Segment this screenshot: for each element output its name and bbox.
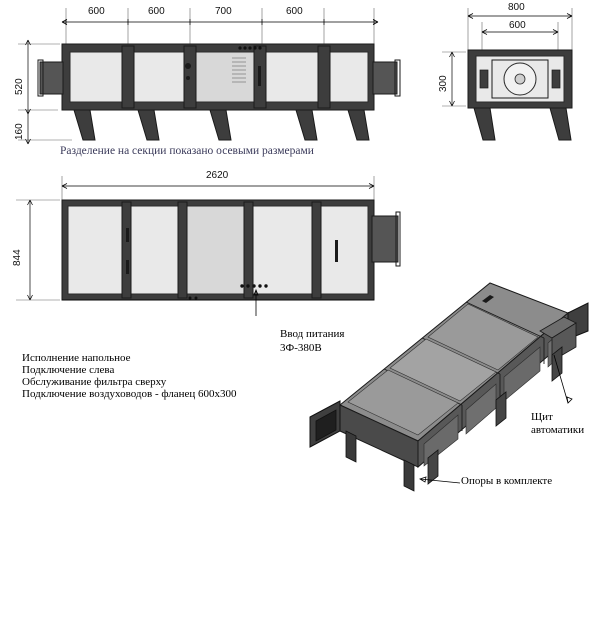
dim-end-300: 300 (438, 75, 449, 92)
dim-section-4: 600 (286, 6, 303, 17)
handle-icon (258, 66, 261, 86)
control-panel-label-1: Щит (531, 411, 553, 423)
dim-leg-160: 160 (14, 123, 25, 140)
dim-end-800: 800 (508, 2, 525, 13)
note-0: Исполнение напольное (22, 352, 131, 364)
note-1: Подключение слева (22, 364, 115, 376)
dim-section-3: 700 (215, 6, 232, 17)
power-entry-label-2: 3Ф-380В (280, 342, 322, 354)
dim-section-1: 600 (88, 6, 105, 17)
dim-height-844: 844 (12, 249, 23, 266)
notes-block (22, 352, 237, 400)
control-panel-label-2: автоматики (531, 424, 585, 436)
dim-end-600: 600 (509, 20, 526, 31)
power-entry-label-1: Ввод питания (280, 328, 345, 340)
end-view (430, 0, 600, 170)
iso-view (300, 255, 600, 505)
section-caption: Разделение на секции показано осевыми размерами (60, 145, 314, 157)
note-3: Подключение воздуховодов - фланец 600х300 (22, 388, 237, 400)
dim-section-2: 600 (148, 6, 165, 17)
dim-length-2620: 2620 (206, 170, 229, 181)
iso-view-graphic (300, 255, 600, 505)
note-2: Обслуживание фильтра сверху (22, 376, 167, 388)
dim-height-520: 520 (14, 78, 25, 95)
supports-label: Опоры в комплекте (461, 475, 553, 487)
